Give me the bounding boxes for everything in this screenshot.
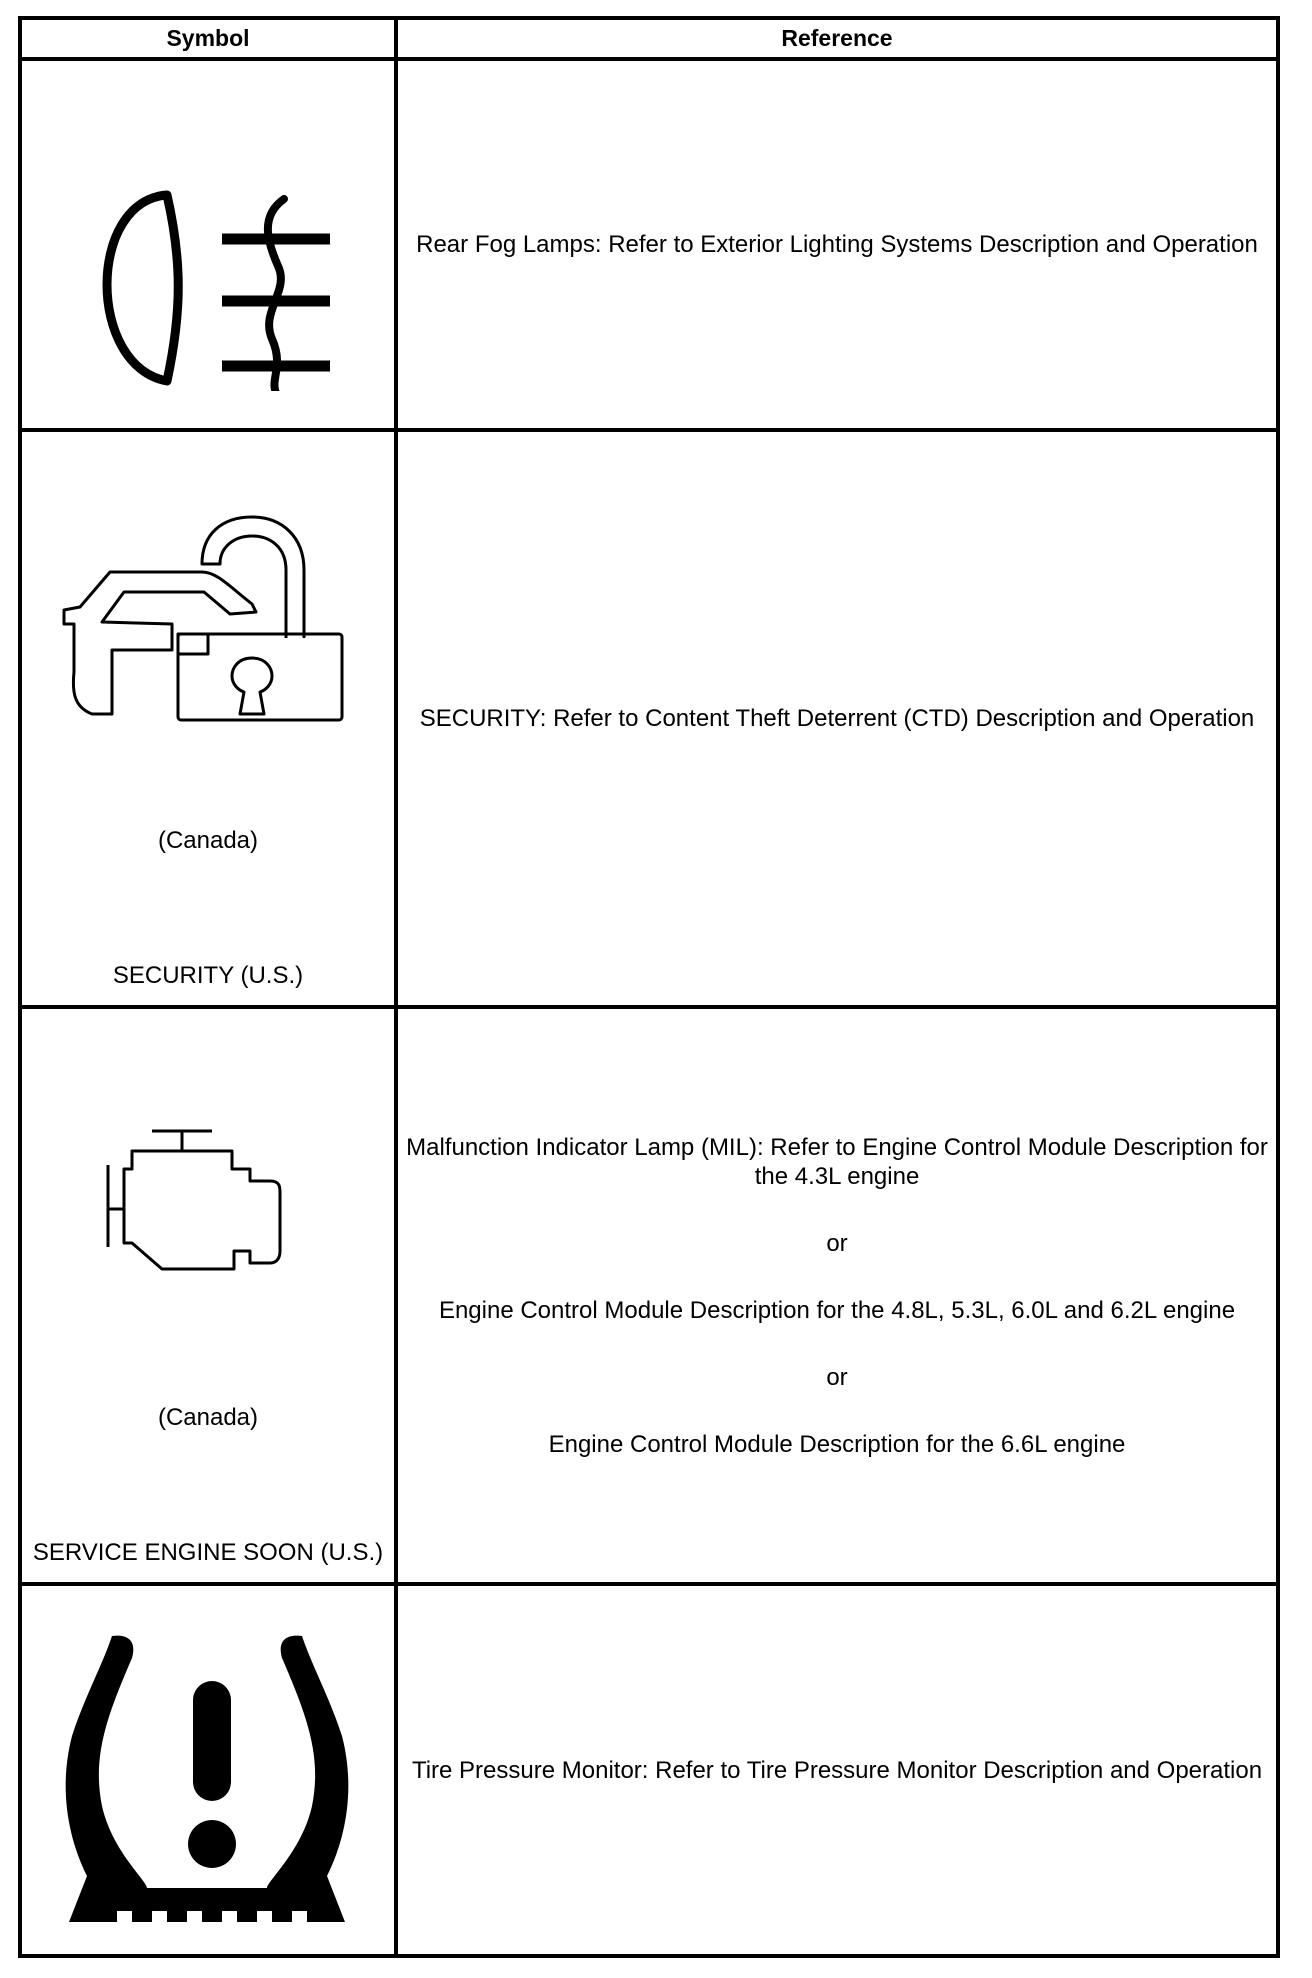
table-row <box>20 1007 1278 1584</box>
tire-pressure-warning-icon <box>57 1626 357 1946</box>
reference-text: or <box>826 1229 848 1257</box>
security-lock-vehicle-icon <box>52 492 372 722</box>
header-reference: Reference <box>396 18 1278 59</box>
reference-cell <box>396 1584 1278 1956</box>
reference-cell <box>396 430 1278 1007</box>
symbol-cell <box>20 1584 396 1956</box>
table-header-row <box>20 18 1278 59</box>
reference-cell <box>396 59 1278 430</box>
rear-fog-lamp-icon <box>62 161 332 391</box>
table-row <box>20 430 1278 1007</box>
reference-text: Engine Control Module Description for the 4.8L, 5.3L, 6.0L and 6.2L engine <box>438 1296 1236 1324</box>
symbol-cell <box>20 1007 396 1584</box>
symbol-caption-canada: (Canada) <box>157 827 259 854</box>
symbol-cell <box>20 59 396 430</box>
reference-text: or <box>826 1363 848 1391</box>
symbol-cell <box>20 430 396 1007</box>
engine-icon <box>102 1129 342 1279</box>
symbol-reference-table <box>18 16 1280 1958</box>
symbol-caption-canada: (Canada) <box>157 1404 259 1431</box>
table-row <box>20 59 1278 430</box>
header-symbol: Symbol <box>20 18 396 59</box>
reference-text: Malfunction Indicator Lamp (MIL): Refer to Engine Control Module Description for the 4.3L engine <box>406 1133 1268 1190</box>
symbol-caption-us: SECURITY (U.S.) <box>112 962 304 989</box>
reference-cell <box>396 1007 1278 1584</box>
symbol-caption-us: SERVICE ENGINE SOON (U.S.) <box>32 1539 384 1566</box>
reference-text: SECURITY: Refer to Content Theft Deterrent (CTD) Description and Operation <box>419 705 1255 732</box>
reference-text: Tire Pressure Monitor: Refer to Tire Pressure Monitor Description and Operation <box>411 1756 1263 1784</box>
reference-text: Rear Fog Lamps: Refer to Exterior Lighting Systems Description and Operation <box>416 231 1258 258</box>
table-row <box>20 1584 1278 1956</box>
reference-text: Engine Control Module Description for the 6.6L engine <box>548 1430 1126 1458</box>
